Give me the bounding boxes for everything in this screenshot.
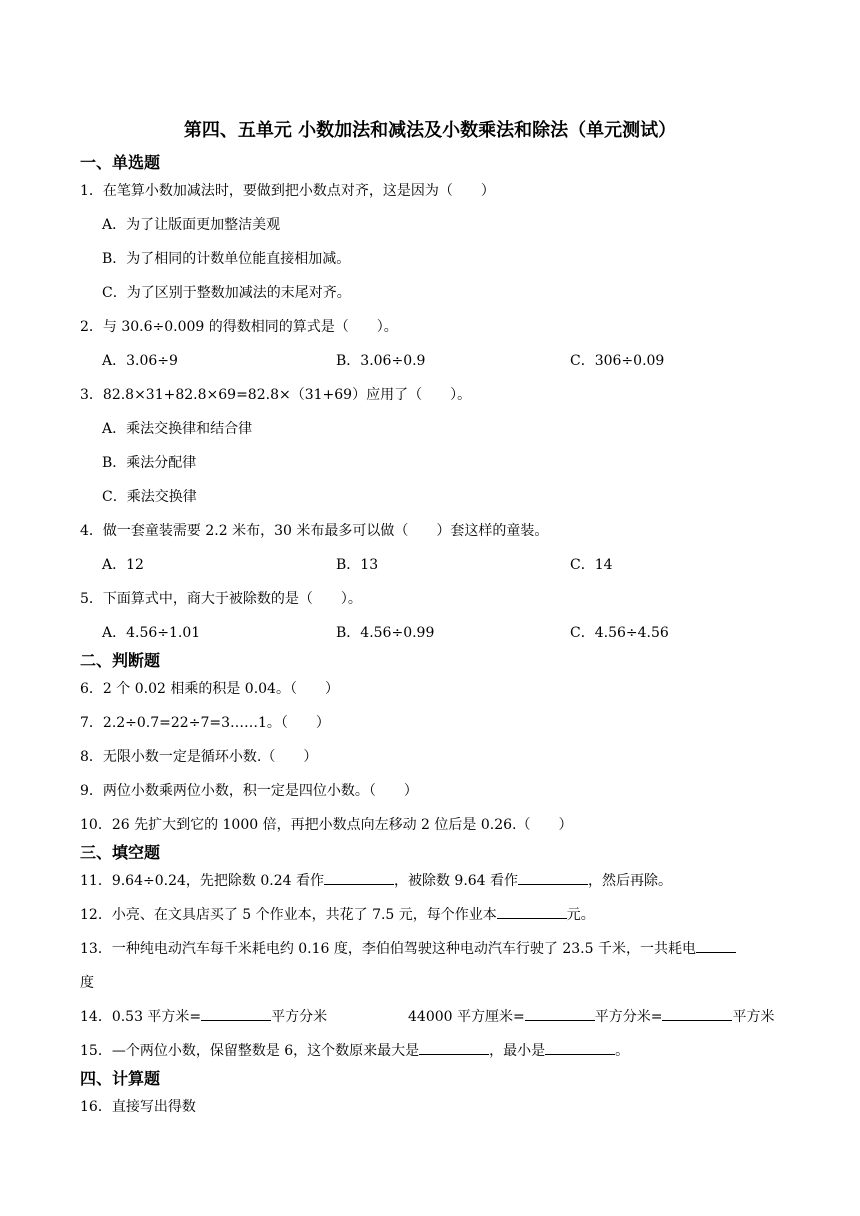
page-title: 第四、五单元 小数加法和减法及小数乘法和除法（单元测试） bbox=[183, 120, 677, 141]
question-13-unit: 度 bbox=[80, 975, 94, 991]
question-10: 10．26 先扩大到它的 1000 倍，再把小数点向左移动 2 位后是 0.26.（ ） bbox=[80, 817, 573, 833]
question-14-text-1: 14．0.53 平方米= bbox=[80, 1009, 202, 1025]
question-4-option-a: A．12 bbox=[102, 557, 144, 573]
question-5: 5．下面算式中，商大于被除数的是（ ）。 bbox=[80, 591, 362, 607]
answer-blank[interactable] bbox=[518, 870, 588, 885]
question-3-option-c: C．乘法交换律 bbox=[102, 489, 197, 505]
question-11 bbox=[80, 870, 672, 890]
question-14-part-1 bbox=[80, 1006, 327, 1026]
question-15 bbox=[80, 1040, 629, 1060]
answer-blank[interactable] bbox=[201, 1006, 271, 1021]
answer-blank[interactable] bbox=[545, 1040, 615, 1055]
answer-blank[interactable] bbox=[324, 870, 394, 885]
question-12-text-1: 12．小亮、在文具店买了 5 个作业本，共花了 7.5 元，每个作业本 bbox=[80, 907, 497, 923]
answer-blank[interactable] bbox=[419, 1040, 489, 1055]
question-1-option-b: B．为了相同的计数单位能直接相加减。 bbox=[102, 251, 351, 267]
question-2-option-a: A．3.06÷9 bbox=[102, 353, 178, 369]
question-13 bbox=[80, 938, 736, 958]
section-heading-fill-in: 三、填空题 bbox=[80, 843, 161, 862]
section-heading-single-choice: 一、单选题 bbox=[80, 153, 161, 172]
question-14-text-3: 44000 平方厘米= bbox=[408, 1009, 525, 1025]
question-12 bbox=[80, 904, 595, 924]
question-8: 8．无限小数一定是循环小数.（ ） bbox=[80, 749, 318, 765]
section-heading-true-false: 二、判断题 bbox=[80, 651, 161, 670]
question-11-text-1: 11．9.64÷0.24，先把除数 0.24 看作 bbox=[80, 873, 324, 889]
question-11-text-3: ，然后再除。 bbox=[588, 873, 673, 889]
question-3: 3．82.8×31+82.8×69=82.8×（31+69）应用了（ ）。 bbox=[80, 387, 472, 403]
question-2: 2．与 30.6÷0.009 的得数相同的算式是（ ）。 bbox=[80, 319, 398, 335]
question-1: 1．在笔算小数加减法时，要做到把小数点对齐，这是因为（ ） bbox=[80, 183, 495, 199]
question-9: 9．两位小数乘两位小数，积一定是四位小数。（ ） bbox=[80, 783, 418, 799]
question-2-option-c: C．306÷0.09 bbox=[570, 353, 665, 369]
question-6: 6．2 个 0.02 相乘的积是 0.04。（ ） bbox=[80, 681, 339, 697]
question-4-option-b: B．13 bbox=[336, 557, 379, 573]
answer-blank[interactable] bbox=[497, 904, 567, 919]
question-14-text-5: 平方米 bbox=[732, 1009, 775, 1025]
question-5-option-a: A．4.56÷1.01 bbox=[102, 625, 201, 641]
answer-blank[interactable] bbox=[662, 1006, 732, 1021]
question-4: 4．做一套童装需要 2.2 米布，30 米布最多可以做（ ）套这样的童装。 bbox=[80, 523, 549, 539]
question-15-text-3: 。 bbox=[615, 1043, 630, 1059]
answer-blank[interactable] bbox=[696, 938, 736, 953]
question-15-text-2: ，最小是 bbox=[489, 1043, 546, 1059]
question-3-option-a: A．乘法交换律和结合律 bbox=[102, 421, 253, 437]
question-14-text-2: 平方分米 bbox=[271, 1009, 328, 1025]
question-1-option-a: A．为了让版面更加整洁美观 bbox=[102, 217, 281, 233]
question-5-option-c: C．4.56÷4.56 bbox=[570, 625, 669, 641]
section-heading-calculation: 四、计算题 bbox=[80, 1069, 161, 1088]
question-3-option-b: B．乘法分配律 bbox=[102, 455, 197, 471]
question-1-option-c: C．为了区别于整数加减法的末尾对齐。 bbox=[102, 285, 351, 301]
question-2-option-b: B．3.06÷0.9 bbox=[336, 353, 426, 369]
question-7: 7．2.2÷0.7=22÷7=3……1。（ ） bbox=[80, 715, 330, 731]
question-13-text-1: 13．一种纯电动汽车每千米耗电约 0.16 度，李伯伯驾驶这种电动汽车行驶了 23.5 千米，一共耗电 bbox=[80, 941, 696, 957]
question-4-option-c: C．14 bbox=[570, 557, 613, 573]
question-15-text-1: 15．—个两位小数，保留整数是 6，这个数原来最大是 bbox=[80, 1043, 420, 1059]
question-14-part-2 bbox=[408, 1006, 774, 1026]
question-5-option-b: B．4.56÷0.99 bbox=[336, 625, 435, 641]
question-14-text-4: 平方分米= bbox=[594, 1009, 663, 1025]
question-11-text-2: ，被除数 9.64 看作 bbox=[393, 873, 519, 889]
question-16: 16．直接写出得数 bbox=[80, 1099, 196, 1115]
question-12-text-2: 元。 bbox=[566, 907, 595, 923]
answer-blank[interactable] bbox=[525, 1006, 595, 1021]
